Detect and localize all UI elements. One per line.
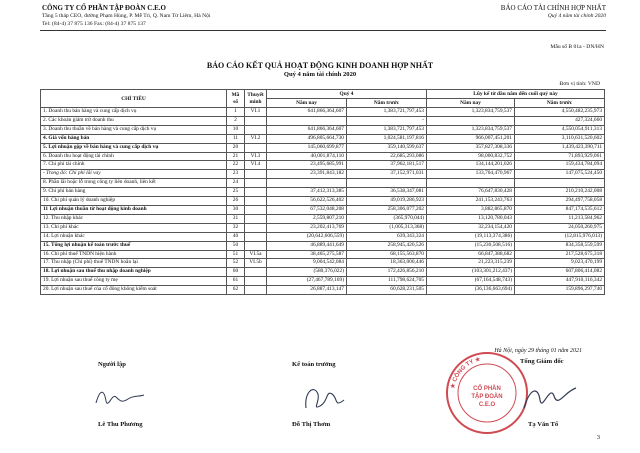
currency-unit: Đơn vị tính: VND	[559, 81, 600, 87]
table-row	[41, 250, 605, 259]
row-label: 7. Chi phí tài chính	[41, 161, 227, 170]
report-period: Quý 4 năm tài chính 2020	[547, 13, 606, 19]
form-code: Mẫu số B 01a - DN/HN	[550, 44, 604, 50]
row-q4-this-year: 23,495,685,991	[267, 161, 347, 170]
row-q4-this-year: 40,001,874,110	[267, 152, 347, 161]
row-q4-this-year: (580,376,022)	[267, 268, 347, 277]
row-ytd-last-year: 9,023,470,199	[515, 259, 605, 268]
row-label: 19. Lợi nhuận sau thuế công ty mẹ	[41, 277, 227, 286]
header-divider	[40, 30, 606, 31]
row-label: 12. Thu nhập khác	[41, 214, 227, 223]
row-ytd-this-year: 98,000,832,752	[427, 152, 515, 161]
row-note	[245, 197, 267, 206]
table-row	[41, 232, 605, 241]
row-ytd-this-year: 133,704,470,967	[427, 170, 515, 179]
row-note: VI.3	[245, 152, 267, 161]
row-q4-last-year: (1,005,313,368)	[347, 223, 427, 232]
table-row	[41, 223, 605, 232]
row-code: 26	[227, 197, 245, 206]
table-row	[41, 134, 605, 143]
signature-date: Hà Nội, ngày 29 tháng 01 năm 2021	[494, 348, 582, 354]
table-row	[41, 277, 605, 286]
row-q4-this-year: 23,202,413,769	[267, 223, 347, 232]
row-note	[245, 277, 267, 286]
report-subtitle: Quý 4 năm tài chính 2020	[283, 71, 357, 78]
row-q4-last-year: 36,538,347,081	[347, 188, 427, 197]
header-ytd-last-year: Năm trước	[515, 99, 605, 108]
row-ytd-last-year: 607,806,414,082	[515, 268, 605, 277]
accountant-name: Đỗ Thị Thơm	[292, 421, 331, 428]
row-ytd-this-year: (15,230,508,516)	[427, 241, 515, 250]
row-ytd-last-year: 4,550,482,235,973	[515, 108, 605, 117]
row-ytd-this-year: 13,120,780,043	[427, 214, 515, 223]
row-ytd-this-year: 357,827,308,336	[427, 143, 515, 152]
table-row	[41, 205, 605, 214]
director-signature	[520, 378, 580, 418]
row-ytd-this-year: (36,136,663,694)	[427, 286, 515, 295]
row-note	[245, 241, 267, 250]
row-q4-this-year: 46,889,441,649	[267, 241, 347, 250]
row-note: VI.4	[245, 161, 267, 170]
table-row	[41, 259, 605, 268]
row-ytd-this-year: 241,153,243,763	[427, 197, 515, 206]
row-ytd-last-year: 834,358,559,599	[515, 241, 605, 250]
row-code: 2	[227, 116, 245, 125]
table-row	[41, 179, 605, 188]
row-q4-last-year: 37,962,181,517	[347, 161, 427, 170]
row-ytd-last-year: 159,434,784,094	[515, 161, 605, 170]
row-q4-this-year	[267, 116, 347, 125]
row-ytd-this-year: 1,323,834,759,537	[427, 125, 515, 134]
row-code: 20	[227, 143, 245, 152]
row-code: 50	[227, 241, 245, 250]
row-label: 15. Tổng lợi nhuận kế toán trước thuế	[41, 241, 227, 250]
director-title: Tổng Giám đốc	[520, 358, 564, 365]
table-row	[41, 143, 605, 152]
row-label: 1. Doanh thu bán hàng và cung cấp dịch vụ	[41, 108, 227, 117]
header-q4-this-year: Năm nay	[267, 99, 347, 108]
row-code: 24	[227, 179, 245, 188]
header-q4-last-year: Năm trước	[347, 99, 427, 108]
preparer-name: Lê Thu Phương	[98, 421, 143, 428]
row-note	[245, 125, 267, 134]
company-address: Tầng 5 tháp CEO, đường Phạm Hùng, P. Mễ Trì, Q. Nam Từ Liêm, Hà Nội	[42, 13, 211, 19]
row-q4-last-year: 1,383,721,797,453	[347, 108, 427, 117]
table-body	[41, 108, 605, 295]
row-ytd-this-year: (103,301,212,437)	[427, 268, 515, 277]
row-code: 1	[227, 108, 245, 117]
table-row	[41, 286, 605, 295]
row-q4-last-year: 1,024,581,197,816	[347, 134, 427, 143]
row-q4-this-year: 38,465,275,587	[267, 250, 347, 259]
row-q4-this-year: (27,467,789,169)	[267, 277, 347, 286]
preparer-title: Người lập	[98, 361, 126, 368]
row-note: VI.5a	[245, 250, 267, 259]
row-ytd-last-year: 447,910,116,342	[515, 277, 605, 286]
row-q4-last-year: -	[347, 116, 427, 125]
row-label: - Trong đó: Chi phí lãi vay	[41, 170, 227, 179]
row-label: 4. Giá vốn hàng bán	[41, 134, 227, 143]
row-label: 16. Chi phí thuế TNDN hiện hành	[41, 250, 227, 259]
row-q4-this-year: 641,866,364,607	[267, 125, 347, 134]
row-q4-last-year: 49,019,286,923	[347, 197, 427, 206]
svg-text:★ CÔNG TY ★: ★ CÔNG TY ★	[450, 356, 482, 390]
table-row	[41, 116, 605, 125]
row-ytd-last-year: 24,050,260,975	[515, 223, 605, 232]
header-item: CHỈ TIÊU	[41, 90, 227, 108]
row-label: 17. Thu nhập (Chi phí) thuế TNDN hoãn lại	[41, 259, 227, 268]
row-ytd-last-year: 147,075,524,450	[515, 170, 605, 179]
svg-text:TẬP ĐOÀN: TẬP ĐOÀN	[471, 394, 503, 400]
director-name: Tạ Văn Tố	[528, 421, 559, 428]
svg-text:C.E.O: C.E.O	[478, 402, 496, 408]
row-q4-last-year: 359,140,599,637	[347, 143, 427, 152]
header-ytd: Lũy kế từ đầu năm đến cuối quý này	[427, 90, 605, 99]
row-code: 30	[227, 205, 245, 214]
header-code: Mã số	[227, 90, 245, 108]
row-label: 20. Lợi nhuận sau thuế của cổ đông không kiểm soát	[41, 286, 227, 295]
table-row	[41, 197, 605, 206]
row-ytd-this-year: 966,007,451,201	[427, 134, 515, 143]
row-code: 21	[227, 152, 245, 161]
row-code: 31	[227, 214, 245, 223]
table-row	[41, 188, 605, 197]
row-q4-this-year: (20,642,606,559)	[267, 232, 347, 241]
report-title: BÁO CÁO KẾT QUẢ HOẠT ĐỘNG KINH DOANH HỢP NHẤT	[206, 61, 434, 70]
table-row	[41, 152, 605, 161]
row-ytd-last-year	[515, 179, 605, 188]
row-q4-this-year	[267, 179, 347, 188]
row-ytd-last-year: 71,893,929,061	[515, 152, 605, 161]
accountant-signature	[300, 380, 350, 416]
row-q4-last-year	[347, 179, 427, 188]
row-ytd-last-year: 159,896,297,740	[515, 286, 605, 295]
table-row	[41, 241, 605, 250]
row-code: 32	[227, 223, 245, 232]
row-ytd-last-year: 847,174,535,612	[515, 205, 605, 214]
row-q4-this-year: 23,391,843,182	[267, 170, 347, 179]
row-label: 10. Chi phí quản lý doanh nghiệp	[41, 197, 227, 206]
row-code: 25	[227, 188, 245, 197]
row-note: VI.1	[245, 108, 267, 117]
row-q4-this-year: 2,559,807,210	[267, 214, 347, 223]
row-ytd-this-year: 21,223,315,239	[427, 259, 515, 268]
row-note	[245, 143, 267, 152]
row-ytd-this-year: 66,847,388,682	[427, 250, 515, 259]
row-code: 40	[227, 232, 245, 241]
row-q4-last-year: 111,798,624,705	[347, 277, 427, 286]
row-q4-this-year: 56,622,526,402	[267, 197, 347, 206]
row-ytd-last-year: 1,439,423,390,711	[515, 143, 605, 152]
row-q4-this-year: 145,060,699,877	[267, 143, 347, 152]
row-note	[245, 232, 267, 241]
row-ytd-last-year: 294,497,758,058	[515, 197, 605, 206]
row-label: 2. Các khoản giảm trừ doanh thu	[41, 116, 227, 125]
row-q4-this-year: 496,805,664,730	[267, 134, 347, 143]
row-code: 52	[227, 259, 245, 268]
row-code: 60	[227, 268, 245, 277]
income-statement-table	[40, 89, 605, 295]
row-note	[245, 205, 267, 214]
report-type: BÁO CÁO TÀI CHÍNH HỢP NHẤT	[500, 4, 606, 12]
row-ytd-this-year	[427, 179, 515, 188]
row-ytd-this-year: 32,234,154,420	[427, 223, 515, 232]
row-note: VI.2	[245, 134, 267, 143]
row-q4-last-year: 172,426,856,210	[347, 268, 427, 277]
row-label: 11 Lợi nhuận thuần từ hoạt động kinh doanh	[41, 205, 227, 214]
row-ytd-last-year: 217,528,675,318	[515, 250, 605, 259]
row-q4-this-year: 67,532,048,208	[267, 205, 347, 214]
row-ytd-last-year: (12,815,976,013)	[515, 232, 605, 241]
row-label: 8. Phần lãi hoặc lỗ trong công ty liên doanh, liên kết	[41, 179, 227, 188]
row-q4-last-year: 37,152,971,031	[347, 170, 427, 179]
header-q4: Quý 4	[267, 90, 427, 99]
row-note	[245, 223, 267, 232]
row-ytd-last-year: 210,210,242,008	[515, 188, 605, 197]
header-ytd-this-year: Năm nay	[427, 99, 515, 108]
row-label: 18. Lợi nhuận sau thuế thu nhập doanh nghiệp	[41, 268, 227, 277]
row-ytd-this-year: 134,144,201,026	[427, 161, 515, 170]
row-q4-this-year: 641,866,364,607	[267, 108, 347, 117]
row-note	[245, 116, 267, 125]
row-ytd-last-year: 11,213,584,962	[515, 214, 605, 223]
company-tel-fax: Tel: (84-4) 37 875 136 Fax: (84-4) 37 875 137	[42, 21, 146, 27]
row-label: 9. Chi phí bán hàng	[41, 188, 227, 197]
row-q4-last-year: 68,155,563,870	[347, 250, 427, 259]
row-label: 14. Lợi nhuận khác	[41, 232, 227, 241]
row-label: 5. Lợi nhuận gộp về bán hàng và cung cấp dịch vụ	[41, 143, 227, 152]
row-ytd-this-year: (67,164,548,743)	[427, 277, 515, 286]
page-number: 3	[596, 434, 600, 441]
row-code: 23	[227, 170, 245, 179]
row-note	[245, 214, 267, 223]
row-q4-this-year: 37,412,313,385	[267, 188, 347, 197]
table-row	[41, 214, 605, 223]
row-code: 11	[227, 134, 245, 143]
row-ytd-last-year: 4,550,054,911,313	[515, 125, 605, 134]
row-code: 51	[227, 250, 245, 259]
row-note	[245, 268, 267, 277]
row-q4-last-year: 258,306,077,202	[347, 205, 427, 214]
row-q4-this-year: 9,004,542,084	[267, 259, 347, 268]
row-code: 22	[227, 161, 245, 170]
company-stamp	[444, 350, 530, 436]
table-row	[41, 108, 605, 117]
row-code: 10	[227, 125, 245, 134]
row-note	[245, 286, 267, 295]
row-ytd-this-year: 3,882,865,870	[427, 205, 515, 214]
row-note	[245, 170, 267, 179]
row-ytd-this-year: 1,323,834,759,537	[427, 108, 515, 117]
table-row	[41, 125, 605, 134]
preparer-signature	[92, 383, 148, 411]
svg-text:CỔ PHẦN: CỔ PHẦN	[473, 386, 501, 392]
row-label: 13. Chi phí khác	[41, 223, 227, 232]
table-row	[41, 170, 605, 179]
row-q4-last-year: 60,628,231,505	[347, 286, 427, 295]
row-ytd-last-year: 3,110,631,520,602	[515, 134, 605, 143]
row-q4-last-year: 639,343,324	[347, 232, 427, 241]
company-name: CÔNG TY CỔ PHẦN TẬP ĐOÀN C.E.O	[42, 4, 166, 12]
row-note: VI.5b	[245, 259, 267, 268]
row-note	[245, 179, 267, 188]
row-q4-last-year: 22,685,293,086	[347, 152, 427, 161]
row-code: 61	[227, 277, 245, 286]
row-label: 3. Doanh thu thuần về bán hàng và cung cấp dịch vụ	[41, 125, 227, 134]
row-ytd-this-year	[427, 116, 515, 125]
row-q4-last-year: (365,970,044)	[347, 214, 427, 223]
row-ytd-this-year: (19,113,374,386)	[427, 232, 515, 241]
row-q4-last-year: 258,945,420,526	[347, 241, 427, 250]
row-ytd-last-year: 427,324,660	[515, 116, 605, 125]
header-note: Thuyết minh	[245, 90, 267, 108]
row-q4-this-year: 26,887,413,147	[267, 286, 347, 295]
accountant-title: Kế toán trưởng	[292, 361, 336, 368]
row-ytd-this-year: 76,647,830,428	[427, 188, 515, 197]
table-row	[41, 161, 605, 170]
row-q4-last-year: 1,383,721,797,453	[347, 125, 427, 134]
row-note	[245, 188, 267, 197]
row-q4-last-year: 18,363,000,446	[347, 259, 427, 268]
row-code: 62	[227, 286, 245, 295]
row-label: 6. Doanh thu hoạt động tài chính	[41, 152, 227, 161]
table-row	[41, 268, 605, 277]
